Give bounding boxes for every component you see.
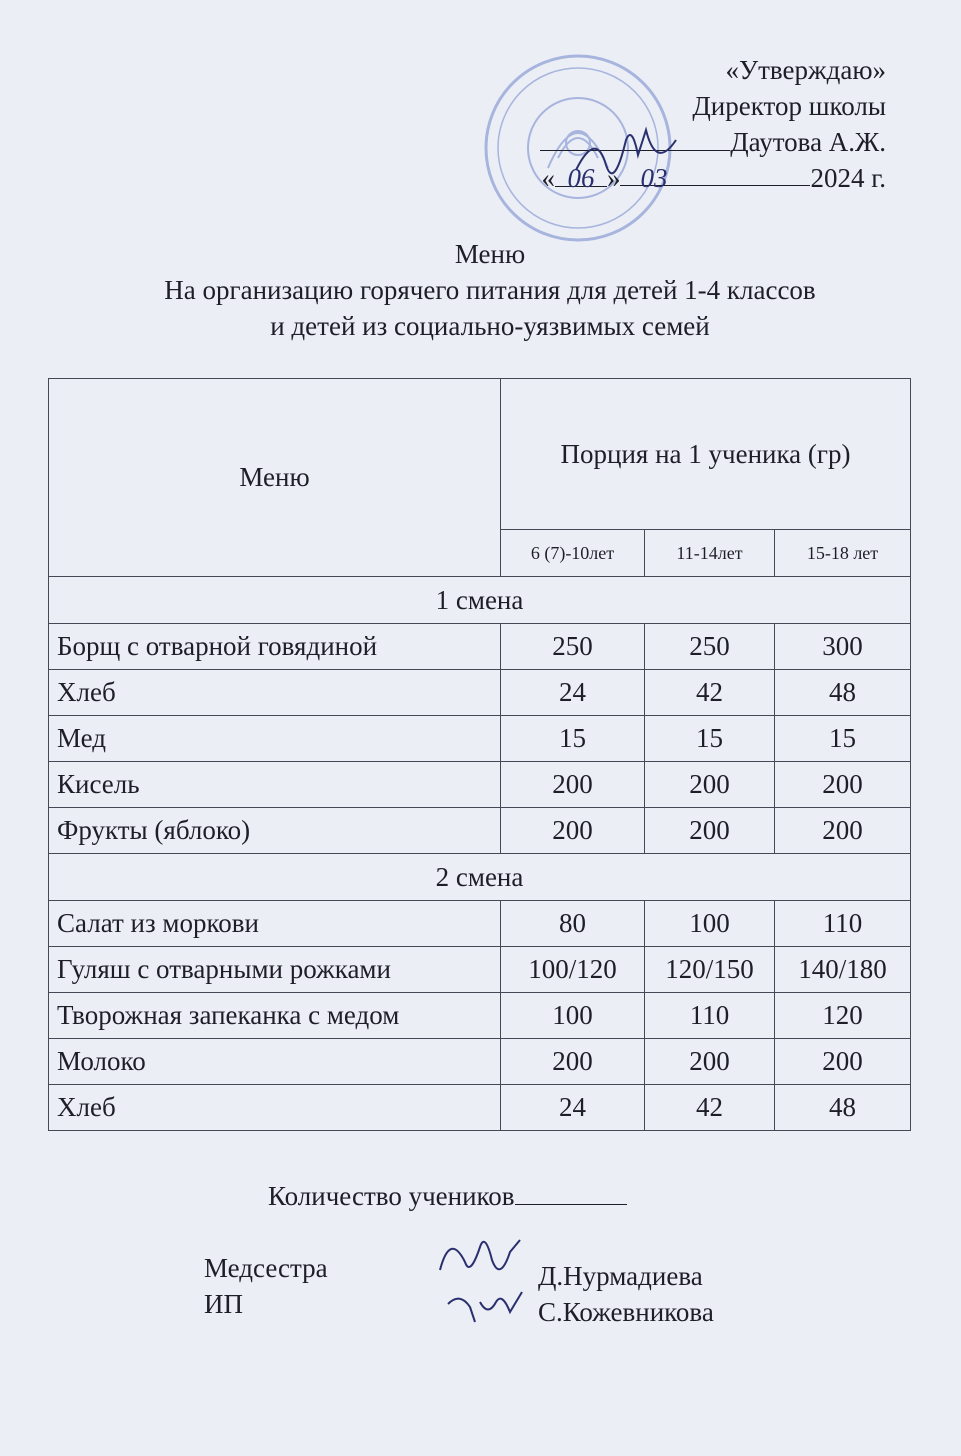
portion-value: 15 (501, 716, 645, 762)
portion-value: 24 (501, 670, 645, 716)
dish-name: Молоко (49, 1039, 501, 1085)
portion-value: 200 (645, 1039, 775, 1085)
portion-value: 42 (645, 1085, 775, 1131)
footer-signatures (430, 1222, 540, 1342)
portion-value: 48 (775, 670, 911, 716)
entrepreneur-name: С.Кожевникова (538, 1297, 714, 1327)
date-year: 2024 г. (810, 163, 886, 193)
signatory-names (538, 1258, 714, 1330)
dish-name: Гуляш с отварными рожками (49, 947, 501, 993)
shift-2-row (49, 854, 911, 901)
date-month: 03 (620, 160, 810, 186)
shift-1-label: 1 смена (49, 577, 911, 624)
table-row (49, 993, 911, 1039)
dish-name: Фрукты (яблоко) (49, 808, 501, 854)
age-group-3: 15-18 лет (775, 530, 911, 577)
portion-value: 15 (645, 716, 775, 762)
table-row (49, 1085, 911, 1131)
date-close-quote: » (606, 163, 621, 193)
portion-value: 48 (775, 1085, 911, 1131)
age-group-2: 11-14лет (645, 530, 775, 577)
portion-value: 110 (775, 901, 911, 947)
document-title (60, 236, 920, 344)
title-line-3: и детей из социально-уязвимых семей (270, 311, 710, 341)
dish-name: Хлеб (49, 670, 501, 716)
table-row (49, 901, 911, 947)
portion-value: 200 (501, 1039, 645, 1085)
portion-value: 200 (775, 808, 911, 854)
portion-value: 300 (775, 624, 911, 670)
header-portion: Порция на 1 ученика (гр) (501, 379, 911, 530)
portion-value: 100 (645, 901, 775, 947)
header-menu: Меню (49, 379, 501, 577)
students-count-blank (515, 1178, 627, 1205)
dish-name: Мед (49, 716, 501, 762)
date-open-quote: « (541, 163, 555, 193)
dish-name: Кисель (49, 762, 501, 808)
portion-value: 15 (775, 716, 911, 762)
portion-value: 200 (775, 1039, 911, 1085)
students-count-label: Количество учеников (268, 1181, 515, 1211)
dish-name: Салат из моркови (49, 901, 501, 947)
table-row (49, 1039, 911, 1085)
portion-value: 200 (645, 808, 775, 854)
dish-name: Борщ с отварной говядиной (49, 624, 501, 670)
portion-value: 200 (501, 762, 645, 808)
dish-name: Творожная запеканка с медом (49, 993, 501, 1039)
nurse-name: Д.Нурмадиева (538, 1261, 703, 1291)
date-day: 06 (555, 160, 607, 187)
shift-1-row (49, 577, 911, 624)
students-count (268, 1178, 627, 1212)
portion-value: 100/120 (501, 947, 645, 993)
table-row (49, 624, 911, 670)
portion-value: 100 (501, 993, 645, 1039)
portion-value: 200 (645, 762, 775, 808)
approval-position: Директор школы (692, 91, 886, 121)
title-line-2: На организацию горячего питания для детей 1-4 классов (164, 275, 816, 305)
portion-value: 250 (501, 624, 645, 670)
shift-2-label: 2 смена (49, 854, 911, 901)
portion-value: 80 (501, 901, 645, 947)
portion-value: 250 (645, 624, 775, 670)
menu-table (48, 378, 911, 1131)
portion-value: 200 (775, 762, 911, 808)
portion-value: 42 (645, 670, 775, 716)
portion-value: 24 (501, 1085, 645, 1131)
portion-value: 140/180 (775, 947, 911, 993)
signatory-roles (204, 1250, 328, 1322)
table-header-row (49, 379, 911, 530)
dish-name: Хлеб (49, 1085, 501, 1131)
director-name: Даутова А.Ж. (730, 127, 886, 157)
role-entrepreneur: ИП (204, 1289, 243, 1319)
portion-value: 110 (645, 993, 775, 1039)
table-row (49, 670, 911, 716)
portion-value: 120 (775, 993, 911, 1039)
director-signature (566, 110, 696, 210)
age-group-1: 6 (7)-10лет (501, 530, 645, 577)
role-nurse: Медсестра (204, 1253, 328, 1283)
title-line-1: Меню (454, 239, 526, 269)
table-row (49, 947, 911, 993)
table-row (49, 762, 911, 808)
portion-value: 200 (501, 808, 645, 854)
table-row (49, 808, 911, 854)
portion-value: 120/150 (645, 947, 775, 993)
approval-heading: «Утверждаю» (725, 55, 886, 85)
table-row (49, 716, 911, 762)
